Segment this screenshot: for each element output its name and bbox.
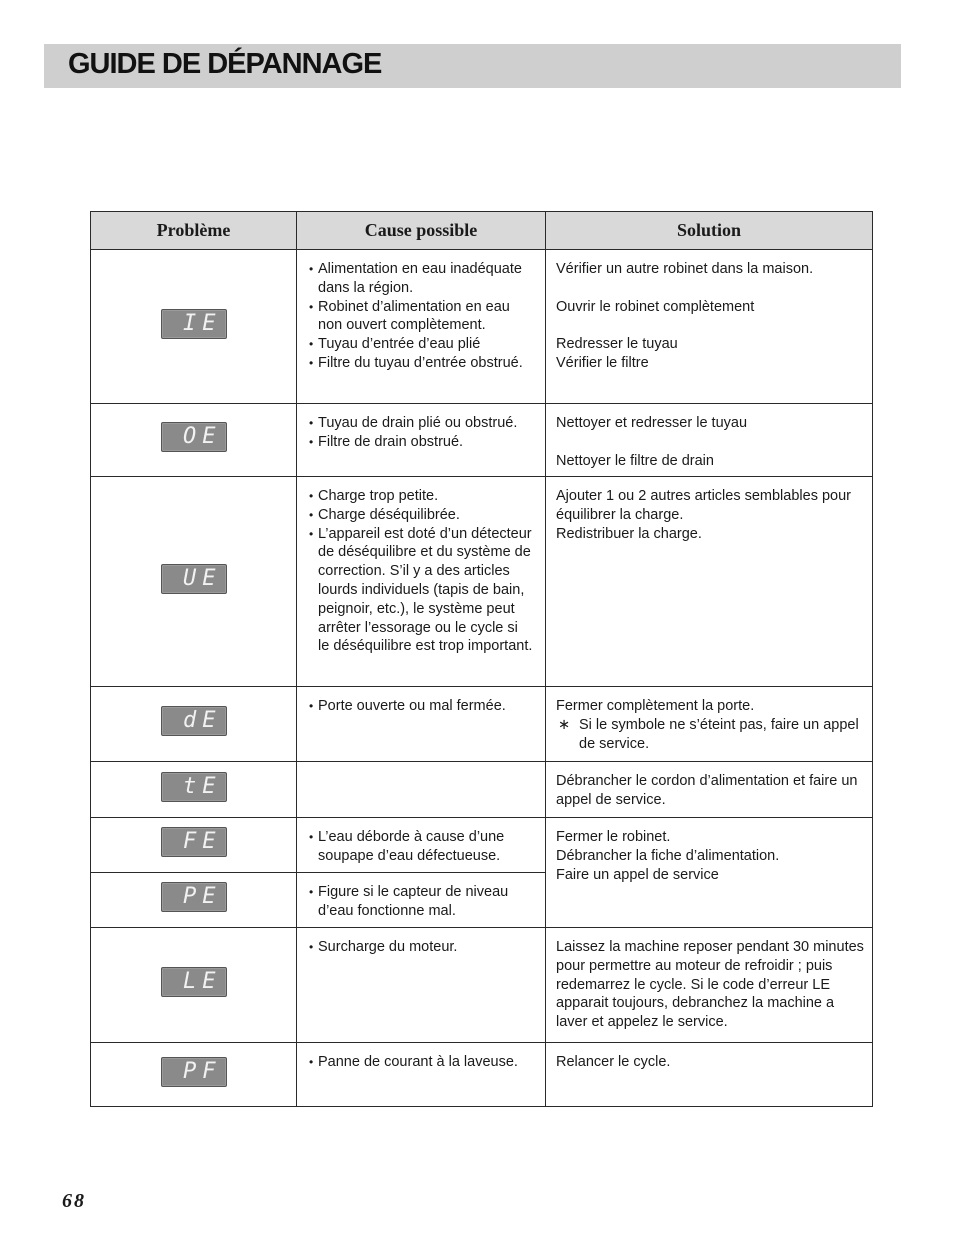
solution-line: Ajouter 1 ou 2 autres articles semblables pour équilibrer la charge. xyxy=(556,488,851,523)
note-text: Si le symbole ne s’éteint pas, faire un appel de service. xyxy=(579,716,859,752)
header-bar xyxy=(44,44,901,88)
table-row xyxy=(91,404,873,477)
cause-cell xyxy=(297,687,546,762)
solution-cell xyxy=(546,762,873,818)
cause-item: • Charge trop petite. xyxy=(309,487,533,506)
page-number: 68 xyxy=(62,1190,86,1212)
solution-line: Vérifier le filtre xyxy=(556,354,649,371)
problem-cell xyxy=(91,687,297,762)
error-code: UE xyxy=(183,565,222,591)
error-code: FE xyxy=(183,829,222,855)
problem-cell xyxy=(91,873,297,928)
error-code: tE xyxy=(183,773,222,799)
solution-line: Débrancher la fiche d’alimentation. xyxy=(556,847,780,864)
solution-cell xyxy=(546,250,873,404)
cause-cell xyxy=(297,873,546,928)
error-code: dE xyxy=(183,708,222,734)
problem-cell xyxy=(91,762,297,818)
cause-item: • Figure si le capteur de niveau d’eau fonctionne mal. xyxy=(309,883,533,921)
cause-item: • Alimentation en eau inadéquate dans la région. xyxy=(309,260,533,298)
cause-item: • Tuyau de drain plié ou obstrué. xyxy=(309,414,533,433)
table-row xyxy=(91,687,873,762)
service-note xyxy=(556,716,868,754)
cause-item: • Panne de courant à la laveuse. xyxy=(309,1053,533,1072)
error-code-display xyxy=(161,772,227,802)
table-row xyxy=(91,928,873,1043)
problem-cell xyxy=(91,477,297,687)
cause-item: • Robinet d’alimentation en eau non ouvert complètement. xyxy=(309,298,533,336)
header-cause: Cause possible xyxy=(297,212,546,250)
solution-line: Fermer le robinet. xyxy=(556,829,671,845)
cause-cell xyxy=(297,477,546,687)
solution-line: Nettoyer le filtre de drain xyxy=(556,452,714,469)
problem-cell xyxy=(91,818,297,873)
error-code-display xyxy=(161,1057,227,1087)
solution-line xyxy=(556,279,868,298)
solution-line: Redresser le tuyau xyxy=(556,336,678,353)
solution-line: Faire un appel de service xyxy=(556,866,719,883)
error-code: LE xyxy=(183,969,222,995)
solution-cell xyxy=(546,928,873,1043)
solution-line: Fermer complètement la porte. xyxy=(556,698,755,714)
solution-cell xyxy=(546,818,873,928)
error-code: PE xyxy=(183,884,222,910)
table-row xyxy=(91,762,873,818)
cause-cell xyxy=(297,818,546,873)
cause-cell xyxy=(297,928,546,1043)
cause-cell xyxy=(297,250,546,404)
error-code-display xyxy=(161,564,227,594)
solution-line xyxy=(556,316,868,335)
problem-cell xyxy=(91,1043,297,1107)
error-code-display xyxy=(161,882,227,912)
cause-item: • Tuyau d’entrée d’eau plié xyxy=(309,335,533,354)
cause-item: • Porte ouverte ou mal fermée. xyxy=(309,697,533,716)
solution-line: Relancer le cycle. xyxy=(556,1054,671,1070)
cause-item: • Filtre de drain obstrué. xyxy=(309,433,533,452)
problem-cell xyxy=(91,404,297,477)
table-row xyxy=(91,250,873,404)
solution-line: Ouvrir le robinet complètement xyxy=(556,298,755,315)
solution-cell xyxy=(546,404,873,477)
error-code-display xyxy=(161,967,227,997)
error-code-display xyxy=(161,827,227,857)
cause-item: • Charge déséquilibrée. xyxy=(309,506,533,525)
solution-cell xyxy=(546,1043,873,1107)
solution-line xyxy=(556,433,868,452)
table-row xyxy=(91,1043,873,1107)
cause-item: • Filtre du tuyau d’entrée obstrué. xyxy=(309,354,533,373)
solution-cell xyxy=(546,477,873,687)
error-code: OE xyxy=(183,424,222,450)
cause-item: • L’appareil est doté d’un détecteur de déséquilibre et du système de correction. S’il y a des articles lourds individuels (tapis de bain, peignoir, etc.), le système peut arrêter l’essorage ou le cycle si le déséquilibre est trop important. xyxy=(309,525,533,657)
error-code: IE xyxy=(183,310,222,336)
cause-cell xyxy=(297,404,546,477)
problem-cell xyxy=(91,928,297,1043)
error-code-display xyxy=(161,309,227,339)
cause-cell xyxy=(297,762,546,818)
header-solution: Solution xyxy=(546,212,873,250)
error-code: PF xyxy=(183,1058,222,1084)
error-code-display xyxy=(161,422,227,452)
solution-cell xyxy=(546,687,873,762)
table-row xyxy=(91,477,873,687)
problem-cell xyxy=(91,250,297,404)
asterisk-icon: ∗ xyxy=(558,716,571,733)
table-header-row xyxy=(91,212,873,250)
solution-line: Nettoyer et redresser le tuyau xyxy=(556,415,748,431)
cause-cell xyxy=(297,1043,546,1107)
solution-line: Débrancher le cordon d’alimentation et faire un appel de service. xyxy=(556,773,858,808)
solution-line: Laissez la machine reposer pendant 30 minutes pour permettre au moteur de refroidir ; puis redemarrez le cycle. Si le code d’erreur LE apparait toujours, debranchez la machine a laver et appelez le service. xyxy=(556,939,864,1031)
error-code-display xyxy=(161,706,227,736)
solution-line: Redistribuer la charge. xyxy=(556,525,702,542)
cause-item: • L’eau déborde à cause d’une soupape d’eau défectueuse. xyxy=(309,828,533,866)
troubleshooting-table xyxy=(90,211,873,1107)
table-row xyxy=(91,818,873,873)
solution-line: Vérifier un autre robinet dans la maison. xyxy=(556,261,814,277)
page-title: GUIDE DE DÉPANNAGE xyxy=(68,48,382,80)
cause-item: • Surcharge du moteur. xyxy=(309,938,533,957)
header-problem: Problème xyxy=(91,212,297,250)
